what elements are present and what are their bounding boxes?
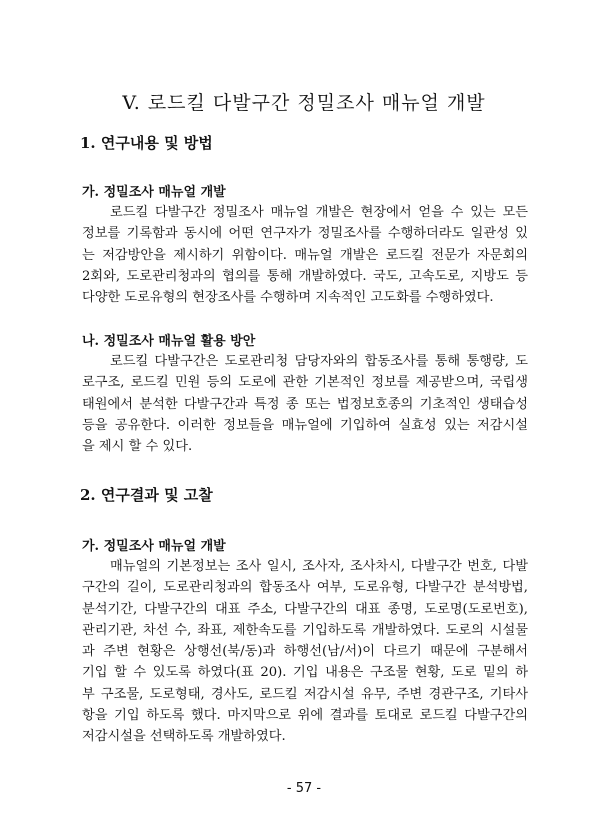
text-line: 로구조, 로드킬 민원 등의 도로에 관한 기본적인 정보를 제공받으며, 국립생 bbox=[82, 375, 528, 391]
text-line: 정보를 기록함과 동시에 어떤 연구자가 정밀조사를 수행하더라도 일관성 있 bbox=[82, 226, 528, 242]
page-number: - 57 - bbox=[286, 781, 322, 796]
paragraph bbox=[82, 202, 528, 308]
subsection-heading: 나. 정밀조사 매뉴얼 활용 방안 bbox=[82, 334, 256, 349]
text-line: 매뉴얼의 기본정보는 조사 일시, 조사자, 조사차시, 다발구간 번호, 다발 bbox=[110, 559, 528, 574]
text-line: 2회와, 도로관리청과의 협의를 통해 개발하였다. 국도, 고속도로, 지방도 등 bbox=[82, 268, 528, 284]
text-line: 태원에서 분석한 다발구간과 특정 종 또는 법정보호종의 기초적인 생태습성 bbox=[82, 396, 528, 412]
text-line: 기입 할 수 있도록 하였다(표 20). 기입 내용은 구조물 현황, 도로 밑의 하 bbox=[82, 665, 528, 681]
section-heading: 1. 연구내용 및 방법 bbox=[80, 134, 213, 152]
text-line: 저감시설을 선택하도록 개발하였다. bbox=[82, 729, 286, 745]
subsection-heading: 가. 정밀조사 매뉴얼 개발 bbox=[82, 539, 226, 554]
section-heading: 2. 연구결과 및 고찰 bbox=[80, 486, 213, 504]
chapter-title: V. 로드킬 다발구간 정밀조사 매뉴얼 개발 bbox=[122, 92, 486, 114]
text-line: 을 제시 할 수 있다. bbox=[82, 439, 193, 455]
text-line: 다양한 도로유형의 현장조사를 수행하며 지속적인 고도화를 수행하였다. bbox=[82, 290, 494, 306]
text-line: 분석기간, 다발구간의 대표 주소, 다발구간의 대표 종명, 도로명(도로번호), bbox=[82, 601, 528, 617]
text-line: 로드킬 다발구간 정밀조사 매뉴얼 개발은 현장에서 얻을 수 있는 모든 bbox=[110, 205, 528, 220]
text-line: 관리기관, 차선 수, 좌표, 제한속도를 기입하도록 개발하였다. 도로의 시설물 bbox=[82, 622, 528, 638]
text-line: 과 주변 현황은 상행선(북/동)과 하행선(남/서)이 다르기 때문에 구분해서 bbox=[82, 644, 528, 660]
paragraph bbox=[82, 556, 528, 748]
paragraph bbox=[82, 351, 528, 457]
text-line: 는 저감방안을 제시하기 위함이다. 매뉴얼 개발은 로드킬 전문가 자문회의 bbox=[82, 247, 528, 263]
subsection-heading: 가. 정밀조사 매뉴얼 개발 bbox=[82, 185, 226, 200]
text-line: 등을 공유한다. 이러한 정보들을 매뉴얼에 기입하여 실효성 있는 저감시설 bbox=[82, 417, 528, 433]
text-line: 부 구조물, 도로형태, 경사도, 로드킬 저감시설 유무, 주변 경관구조, 기타사 bbox=[82, 686, 528, 702]
text-line: 항을 기입 하도록 했다. 마지막으로 위에 결과를 토대로 로드킬 다발구간의 bbox=[82, 708, 528, 724]
text-line: 로드킬 다발구간은 도로관리청 담당자와의 합동조사를 통해 통행량, 도 bbox=[110, 354, 528, 369]
text-line: 구간의 길이, 도로관리청과의 합동조사 여부, 도로유형, 다발구간 분석방법, bbox=[82, 580, 528, 596]
